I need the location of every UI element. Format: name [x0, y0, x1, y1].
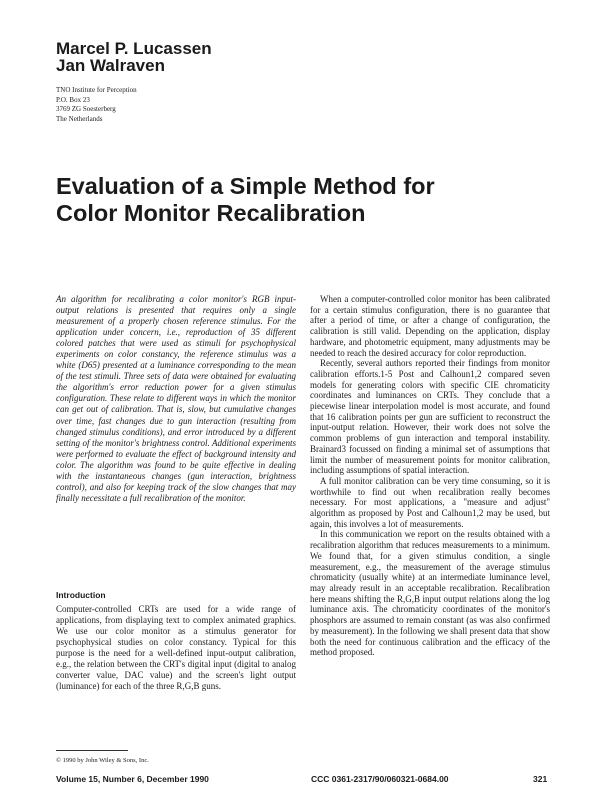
right-column — [310, 294, 550, 658]
title-line: Evaluation of a Simple Method for — [56, 173, 435, 199]
paragraph: When a computer-controlled color monitor has been calibrated for a certain stimulus configuration, there is no guarantee that after a period of time, or after a change of configuration, the calibration is still valid. Depending on the application, display hardware, and photometric equipment, many adjustments may be needed to reach the desired accuracy for color reproduction. — [310, 294, 550, 358]
introduction-body — [56, 604, 296, 692]
paragraph: A full monitor calibration can be very time consuming, so it is worthwhile to find out when recalibration really becomes necessary. For most applications, a "measure and adjust" algorithm as proposed by Post and Calhoun1,2 may be used, but again, this involves a lot of measurements. — [310, 475, 550, 529]
affiliation-line: P.O. Box 23 — [56, 95, 90, 104]
affiliation — [56, 86, 137, 124]
abstract-text: An algorithm for recalibrating a color monitor's RGB input-output relations is presented that requires only a single measurement of a properly chosen reference stimulus. For the application under concern, i.e., reproduction of 35 different colored patches that were used as stimuli for psychophysical experiments on color constancy, the reference stimulus was a white (D65) presented at a luminance corresponding to the mean of the test stimuli. Three sets of data were obtained for evaluating the algorithm's error reduction power for a given stimulus configuration. These relate to different ways in which the monitor can get out of calibration. That is, slow, but cumulative changes over time, fast changes due to gun interaction (resulting from changed stimulus conditions), and error introduced by a different setting of the monitor's brightness control. Additional experiments were performed to evaluate the effect of background intensity and color. The algorithm was found to be quite effective in dealing with the instantaneous changes (gun interaction, brightness control), and also for keeping track of the slow changes that may finally necessitate a full recalibration of the monitor. — [56, 294, 296, 503]
section-heading: Introduction — [56, 590, 106, 600]
journal-issue: Volume 15, Number 6, December 1990 — [56, 774, 209, 784]
paper-title — [56, 173, 576, 227]
abstract — [56, 294, 296, 504]
page-number: 321 — [533, 774, 548, 784]
affiliation-line: 3769 ZG Soesterberg — [56, 105, 116, 114]
author-name: Jan Walraven — [56, 56, 165, 75]
paragraph: In this communication we report on the results obtained with a recalibration algorithm that reduces measurements to a minimum. We found that, for a given stimulus condition, a single measurement, e.g., the measurement of the average stimulus chromaticity (usually white) at an intermediate luminance level, may already result in an acceptable recalibration. Recalibration here means shifting the R,G,B input output relations along the log luminance axis. The chromaticity coordinates of the monitor's phosphors are assumed to remain constant (as was also confirmed by measurement). In the following we shall present data that show both the need for continuous calibration and the efficacy of the method proposed. — [310, 529, 550, 658]
affiliation-line: The Netherlands — [56, 114, 103, 123]
affiliation-line: TNO Institute for Perception — [56, 86, 137, 94]
footnote-divider — [56, 750, 128, 751]
paragraph: Recently, several authors reported their findings from monitor calibration efforts.1-5 Post and Calhoun1,2 compared seven models for generating colors with specific CIE chromaticity coordinates and luminances on CRTs. They conclude that a piecewise linear interpolation model is most accurate, and found that 16 calibration points per gun are sufficient to reconstruct the input-output relation. However, their work does not solve the common problems of gun interaction and temporal instability. Brainard3 focussed on finding a minimal set of assumptions that limit the number of measurement points for monitor calibration, including assumptions of spatial interaction. — [310, 358, 550, 476]
paragraph: Computer-controlled CRTs are used for a wide range of applications, from displaying text to complex animated graphics. We use our color monitor as a stimulus generator for psychophysical studies on color constancy. Typical for this purpose is the need for a well-defined input-output calibration, e.g., the relation between the CRT's digital input (digital to analog converter value, DAC value) and the screen's light output (luminance) for each of the three R,G,B guns. — [56, 604, 296, 692]
title-line: Color Monitor Recalibration — [56, 200, 366, 226]
author-block — [56, 40, 212, 74]
author-name: Marcel P. Lucassen — [56, 39, 212, 58]
ccc-code: CCC 0361-2317/90/060321-0684.00 — [311, 774, 449, 784]
copyright-notice: © 1990 by John Wiley & Sons, Inc. — [56, 757, 149, 764]
